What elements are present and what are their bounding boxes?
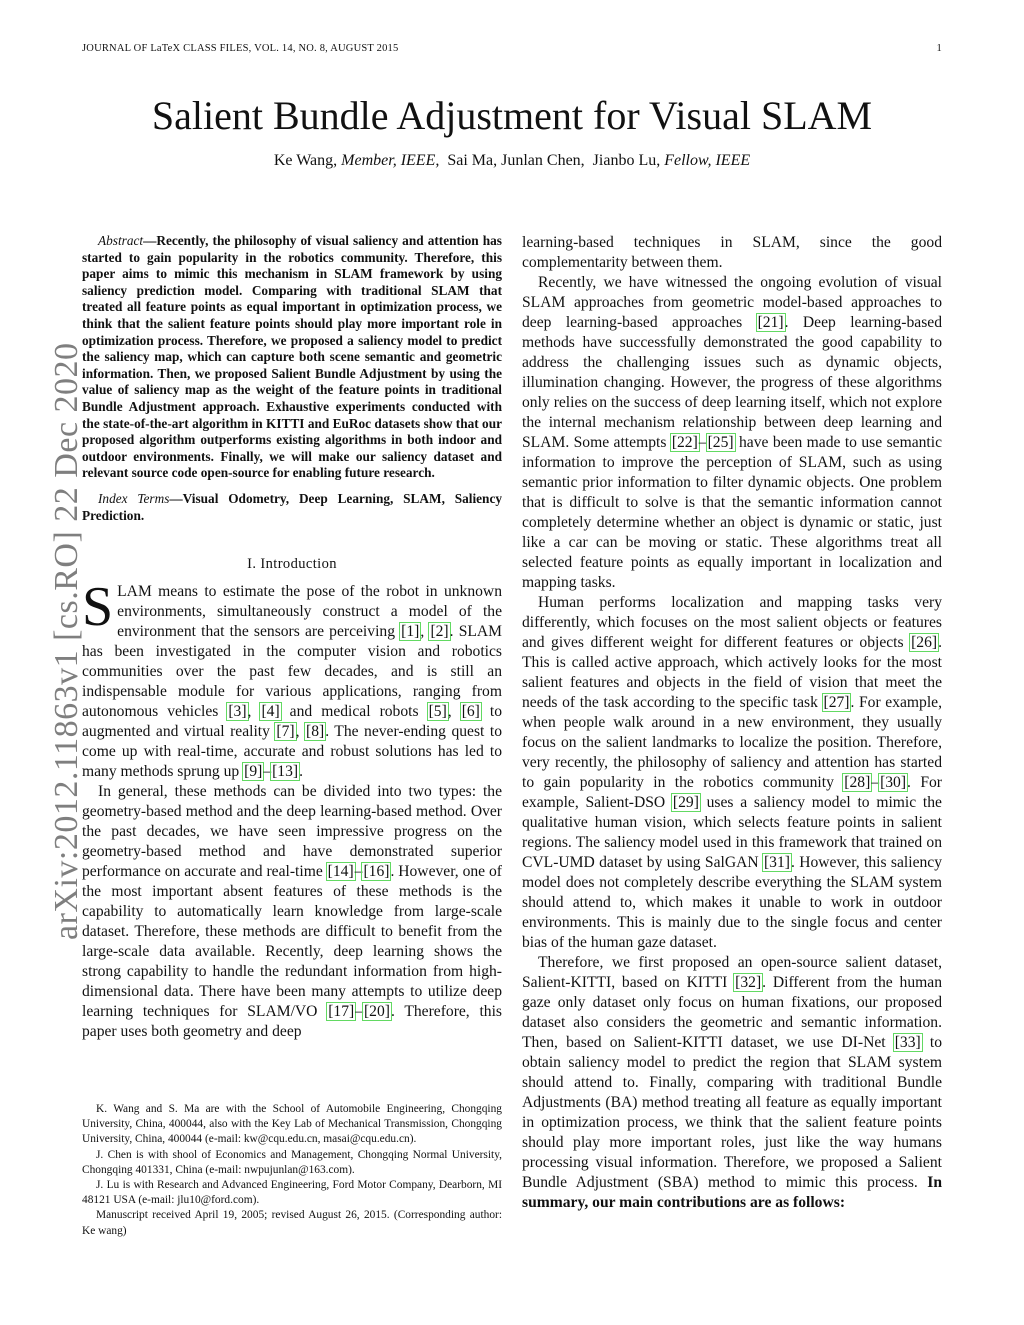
contributions-lead: In summary, our main contributions are as follows: — [522, 1174, 942, 1211]
citation-link[interactable]: [22] — [671, 434, 698, 451]
author-3-role: Fellow, IEEE — [664, 152, 751, 169]
citation-link[interactable]: [2] — [430, 623, 449, 641]
footnote-affiliation-3: J. Lu is with Research and Advanced Engineering, Ford Motor Company, Dearborn, MI 48121 USA (e-mail: jlu10@ford.com). — [82, 1179, 502, 1207]
citation-link[interactable]: [5] — [428, 703, 447, 721]
citation-link[interactable]: [30] — [880, 774, 907, 791]
citation-link[interactable]: [21] — [757, 314, 784, 331]
paper-title: Salient Bundle Adjustment for Visual SLAM — [151, 93, 873, 138]
page-number: 1 — [936, 43, 942, 54]
text-run: – — [355, 1003, 363, 1021]
text-run: . Therefore, this paper uses both geometry and deep — [82, 1003, 503, 1041]
text-run: – — [698, 434, 707, 451]
citation-link[interactable]: [27] — [823, 694, 850, 711]
footnote-affiliation-2: J. Chen is with shool of Economics and Management, Chongqing Normal University, Chongqing 401331, China (e-mail: nwpujunlan@163.com). — [82, 1148, 502, 1176]
left-column — [82, 233, 502, 1042]
text-run: have been made to use semantic information to improve the perception of SLAM, such as using semantic prior information to filter dynamic objects. One problem that is difficult to solve is that the semantic information cannot completely determine whether an object is dynamic or static, just like a car can be moving or static. These algorithms treat all selected feature points as equally important in localization and mapping tasks. — [522, 434, 943, 591]
text-run: . — [299, 763, 303, 781]
text-run: and medical robots — [280, 703, 428, 721]
citation-link[interactable]: [31] — [763, 854, 790, 871]
running-head — [82, 43, 942, 54]
citation-link[interactable]: [28] — [844, 774, 871, 791]
citation-link[interactable]: [32] — [735, 974, 762, 991]
running-head-text: JOURNAL OF LaTeX CLASS FILES, VOL. 14, NO. 8, AUGUST 2015 — [82, 43, 399, 54]
text-run: . However, one of the most important absent features of these methods is the capability to automatically learn knowledge from large-scale dataset. Therefore, these methods are difficult to benefit from the large-scale data available. Recently, deep learning shows the strong capability to handle the redundant information from high-dimensional data. There have been many attempts to utilize deep learning techniques for SLAM/VO — [82, 863, 503, 1021]
intro-paragraph-2 — [82, 782, 502, 1042]
right-paragraph-3 — [522, 953, 942, 1213]
right-paragraph-1 — [522, 273, 942, 593]
text-run: to augmented and virtual reality — [82, 703, 503, 741]
text-run: – — [354, 863, 363, 881]
citation-link[interactable]: [13] — [272, 763, 299, 781]
citation-link[interactable]: [7] — [276, 723, 295, 741]
abstract-label: Abstract — [98, 233, 144, 248]
arxiv-watermark[interactable]: arXiv:2012.11863v1 [cs.RO] 22 Dec 2020 — [48, 342, 85, 940]
text-run: to obtain saliency model to predict the region that SLAM system should attend to. Finally, comparing with traditional Bundle Adjustments (BA) method treating all feature as equally important in optimization process, we think that the salient feature points should play more important roles, just like the way humans processing visual information. Therefore, we proposed a Salient Bundle Adjustment (SBA) method to mimic this process. — [522, 1034, 942, 1191]
text-run: Recently, we have witnessed the ongoing evolution of visual SLAM approaches from geometric model-based approaches to deep learning-based approaches — [522, 274, 942, 331]
text-run: . SLAM has been investigated in the computer vision and robotics communities over the past few decades, and is still an indispensable module for various applications, ranging from autonomous vehicles — [82, 623, 503, 721]
text-run: , — [447, 703, 461, 721]
right-paragraph-2 — [522, 593, 942, 953]
text-run: – — [263, 763, 272, 781]
citation-link[interactable]: [17] — [328, 1003, 355, 1021]
text-run: . Deep learning-based methods have successfully demonstrated the good capability to address the challenging issues such as dynamic objects, illumination changing. However, the progress of these algorithms only relies on the success of deep learning itself, which not explore the internal mechanism relationship between deep learning and SLAM. Some attempts — [522, 314, 942, 451]
text-run: . This is called active approach, which actively looks for the most salient features and objects in the field of vision that meet the needs of the task according to the specific task — [522, 634, 942, 711]
footnote-affiliation-1: K. Wang and S. Ma are with the School of Automobile Engineering, Chongqing University, China, 400044, also with the Key Lab of Mechanical Transmission, Chongqing University, China, 400044 (e-mail: kw@cqu.edu.cn, masai@cqu.edu.cn). — [82, 1103, 502, 1146]
index-terms — [82, 491, 502, 524]
footnote-manuscript: Manuscript received April 19, 2005; revised August 26, 2015. (Corresponding author: Ke wang) — [82, 1209, 502, 1237]
text-run: . Different from the human gaze only dataset only focus on human fixations, our proposed dataset also considers the geometric and semantic information. Then, based on Salient-KITTI dataset, we use DI-Net — [522, 974, 942, 1051]
text-run: . However, this saliency model does not completely describe everything the SLAM system should attend to, which makes it unable to work in outdoor environments. This is mainly due to the single focus and center bias of the human gaze dataset. — [522, 854, 943, 951]
text-run: . For example, Salient-DSO — [522, 774, 943, 811]
citation-link[interactable]: [14] — [327, 863, 354, 881]
citation-link[interactable]: [20] — [363, 1003, 390, 1021]
author-3: Jianbo Lu, — [592, 152, 661, 169]
footnotes — [82, 1102, 502, 1239]
section-heading-introduction: I. Introduction — [247, 556, 337, 573]
right-column — [522, 233, 942, 1213]
citation-link[interactable]: [16] — [363, 863, 390, 881]
text-run: Therefore, we first proposed an open-source salient dataset, Salient-KITTI, based on KITTI — [522, 954, 942, 991]
author-1: Ke Wang, — [273, 152, 338, 169]
text-run: . The never-ending quest to come up with real-time, accurate and robust solutions has led to many methods sprung up — [82, 723, 502, 781]
abstract — [82, 233, 502, 482]
index-terms-text: —Visual Odometry, Deep Learning, SLAM, Saliency Prediction. — [82, 490, 502, 523]
right-paragraph-0: learning-based techniques in SLAM, since the good complementarity between them. — [522, 234, 942, 271]
text-run: Human performs localization and mapping tasks very differently, which focuses on the most salient objects or features and gives different weight for different features or objects — [522, 594, 942, 651]
author-1-role: Member, IEEE, — [341, 152, 440, 169]
text-run: – — [871, 774, 880, 791]
drop-cap: S — [82, 576, 114, 639]
citation-link[interactable]: [25] — [707, 434, 734, 451]
text-run: , — [295, 723, 305, 741]
citation-link[interactable]: [8] — [306, 723, 325, 741]
citation-link[interactable]: [9] — [244, 763, 263, 781]
author-line — [0, 152, 1024, 170]
text-run: , — [420, 623, 430, 641]
text-run: In general, these methods can be divided into two types: the geometry-based method and the deep learning-based method. Over the past decades, we have seen impressive progress on the geometry-based method and have demonstrated superior performance on accurate and real-time — [82, 783, 502, 881]
citation-link[interactable]: [33] — [894, 1034, 921, 1051]
text-run: , — [247, 703, 261, 721]
index-terms-label: Index Terms — [98, 490, 170, 506]
citation-link[interactable]: [29] — [672, 794, 699, 811]
text-run: LAM means to estimate the pose of the robot in unknown environments, simultaneously construct a model of the environment that the sensors are perceiving — [117, 583, 502, 641]
intro-paragraph-1 — [82, 576, 503, 782]
citation-link[interactable]: [6] — [461, 703, 480, 721]
text-run: . For example, when people walk around in a new environment, they usually focus on the salient landmarks to localize the position. Therefore, very recently, the philosophy of saliency and attention has started to gain popularity in the robotics community — [522, 694, 942, 791]
citation-link[interactable]: [1] — [401, 623, 420, 641]
text-run: uses a saliency model to mimic the qualitative human vision, which selects feature points in salient regions. The saliency model used in this framework that trained on CVL-UMD dataset by using SalGAN — [522, 794, 942, 871]
citation-link[interactable]: [3] — [228, 703, 247, 721]
citation-link[interactable]: [4] — [261, 703, 280, 721]
abstract-text: —Recently, the philosophy of visual saliency and attention has started to gain popularity in the robotics community. Therefore, this paper aims to mimic this mechanism in SLAM framework by using saliency prediction model. Comparing with traditional SLAM that treated all feature points as equal important in optimization process, we think that the salient feature points should play more important role in optimization process. Therefore, we proposed a saliency model to predict the saliency map, which can capture both scene semantic and geometric information. Then, we proposed Salient Bundle Adjustment by using the value of saliency map as the weight of the feature points in traditional Bundle Adjustment approach. Exhaustive experiments conducted with the state-of-the-art algorithm in KITTI and EuRoc datasets show that our proposed algorithm outperforms existing algorithms in both indoor and outdoor environments. Finally, we will make our saliency dataset and relevant source code open-source for enabling future research. — [82, 233, 502, 481]
author-2: Sai Ma, Junlan Chen, — [447, 152, 585, 169]
citation-link[interactable]: [26] — [911, 634, 938, 651]
